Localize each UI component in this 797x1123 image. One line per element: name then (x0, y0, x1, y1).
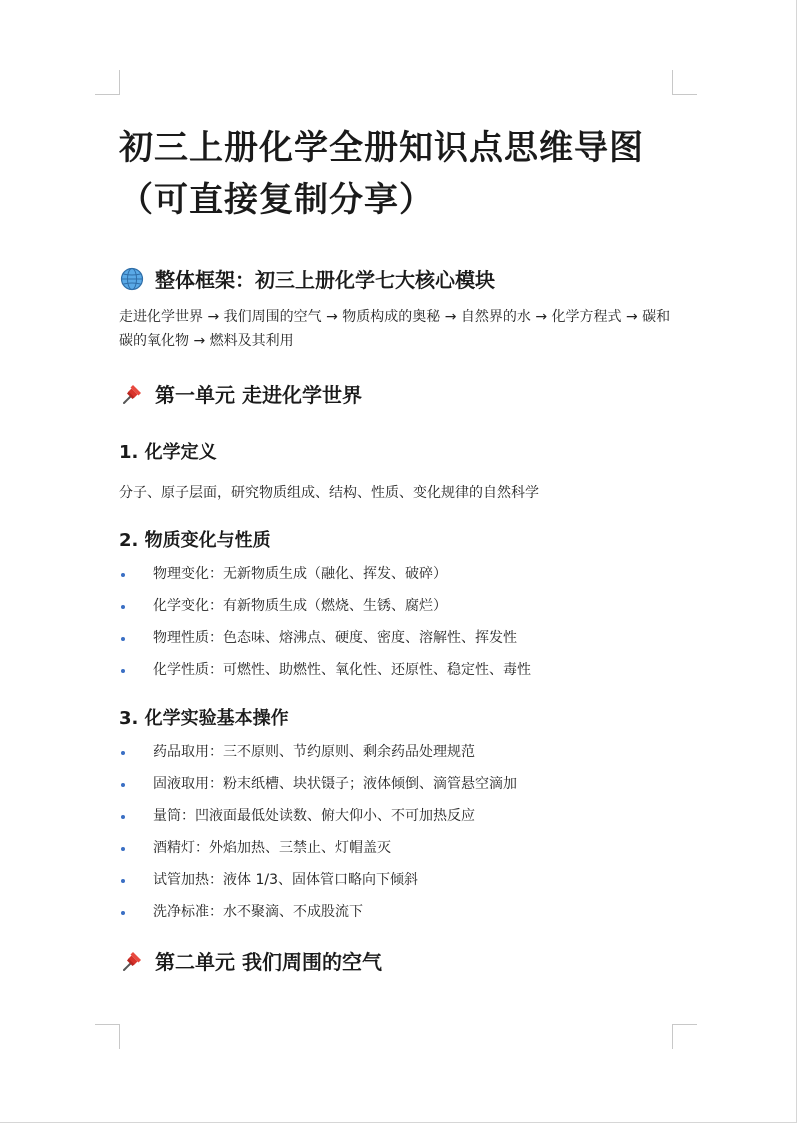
unit1-heading-text: 第一单元 走进化学世界 (155, 383, 362, 407)
unit2-heading (119, 946, 679, 975)
pushpin-icon (119, 948, 145, 974)
unit1-heading (119, 379, 679, 408)
lab-operations-list (119, 742, 679, 922)
section-heading-change-property: 2. 物质变化与性质 (119, 530, 271, 551)
list-item: 物理变化：无新物质生成（融化、挥发、破碎） (119, 564, 679, 584)
list-item: 洗净标准：水不聚滴、不成股流下 (119, 902, 679, 922)
crop-mark-bottom-right (672, 1024, 697, 1049)
definition-text: 分子、原子层面，研究物质组成、结构、性质、变化规律的自然科学 (119, 485, 539, 501)
list-item: 物理性质：色态味、熔沸点、硬度、密度、溶解性、挥发性 (119, 628, 679, 648)
document-title: 初三上册化学全册知识点思维导图（可直接复制分享） (119, 128, 644, 220)
list-item: 试管加热：液体 1/3、固体管口略向下倾斜 (119, 870, 679, 890)
list-item: 固液取用：粉末纸槽、块状镊子；液体倾倒、滴管悬空滴加 (119, 774, 679, 794)
crop-mark-bottom-left (95, 1024, 120, 1049)
section-heading-definition: 1. 化学定义 (119, 442, 217, 463)
pushpin-icon (119, 381, 145, 407)
framework-heading (119, 264, 679, 293)
list-item: 酒精灯：外焰加热、三禁止、灯帽盖灭 (119, 838, 679, 858)
crop-mark-top-right (672, 70, 697, 95)
globe-icon (119, 266, 145, 292)
framework-heading-text: 整体框架：初三上册化学七大核心模块 (155, 268, 495, 292)
section-heading-lab-operations: 3. 化学实验基本操作 (119, 708, 289, 729)
list-item: 化学性质：可燃性、助燃性、氧化性、还原性、稳定性、毒性 (119, 660, 679, 680)
framework-text: 走进化学世界 → 我们周围的空气 → 物质构成的奥秘 → 自然界的水 → 化学方程式 → 碳和碳的氧化物 → 燃料及其利用 (119, 309, 671, 349)
document-body (119, 122, 679, 975)
unit2-heading-text: 第二单元 我们周围的空气 (155, 950, 382, 974)
list-item: 药品取用：三不原则、节约原则、剩余药品处理规范 (119, 742, 679, 762)
change-property-list (119, 564, 679, 680)
crop-mark-top-left (95, 70, 120, 95)
list-item: 化学变化：有新物质生成（燃烧、生锈、腐烂） (119, 596, 679, 616)
list-item: 量筒：凹液面最低处读数、俯大仰小、不可加热反应 (119, 806, 679, 826)
